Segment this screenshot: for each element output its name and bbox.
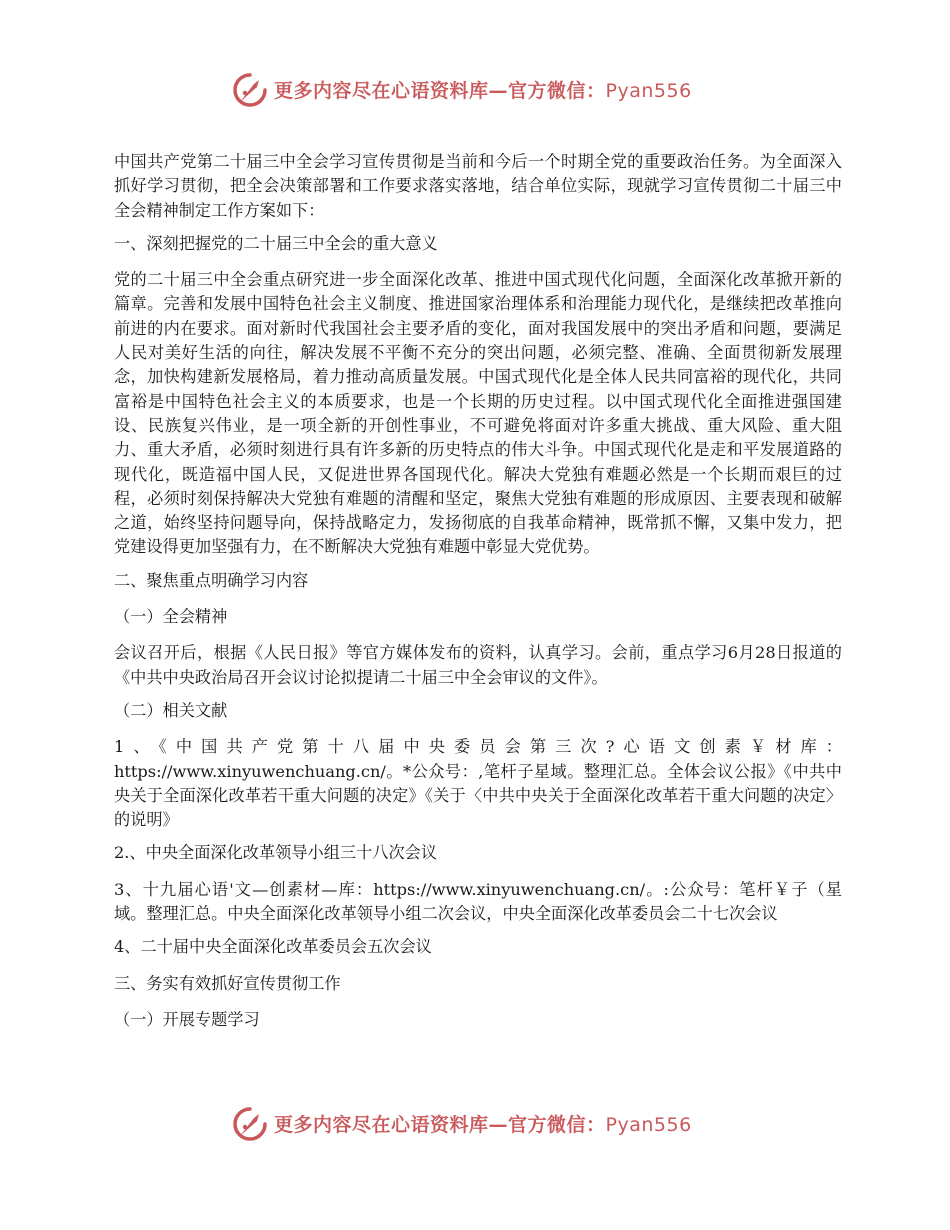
intro-paragraph: 中国共产党第二十届三中全会学习宣传贯彻是当前和今后一个时期全党的重要政治任务。为全面深入抓好学习贯彻，把全会决策部署和工作要求落实落地，结合单位实际，现就学习宣传贯彻二十届三中全会精神制定工作方案如下： [114, 152, 842, 220]
watermark-footer [0, 1104, 950, 1144]
document-item-4: 4、二十届中央全面深化改革委员会五次会议 [114, 937, 432, 957]
document-item-3: 3、十九届心语'文—创素材—库：https://www.xinyuwenchuang.cn/。:公众号：笔杆￥子（星域。整理汇总。中央全面深化改革领导小组二次会议，中央全面深化改革委员会二十七次会议 [114, 879, 842, 924]
document-body [114, 150, 842, 1041]
watermark-wechat-id: Pyan556 [605, 80, 692, 102]
section-heading-1: 一、深刻把握党的二十届三中全会的重大意义 [114, 233, 438, 253]
significance-paragraph: 党的二十届三中全会重点研究进一步全面深化改革、推进中国式现代化问题，全面深化改革掀开新的篇章。完善和发展中国特色社会主义制度、推进国家治理体系和治理能力现代化，是继续把改革推向前进的内在要求。面对新时代我国社会主要矛盾的变化，面对我国发展中的突出矛盾和问题，要满足人民对美好生活的向往，解决发展不平衡不充分的突出问题，必须完整、准确、全面贯彻新发展理念，加快构建新发展格局，着力推动高质量发展。中国式现代化是全体人民共同富裕的现代化，共同富裕是中国特色社会主义的本质要求，也是一个长期的历史过程。以中国式现代化全面推进强国建设、民族复兴伟业，是一项全新的开创性事业，不可避免将面对许多重大挑战、重大风险、重大阻力、重大矛盾，必须时刻进行具有许多新的历史特点的伟大斗争。中国式现代化是走和平发展道路的现代化，既造福中国人民，又促进世界各国现代化。解决大党独有难题必然是一个长期而艰巨的过程，必须时刻保持解决大党独有难题的清醒和坚定，聚焦大党独有难题的形成原因、主要表现和破解之道，始终坚持问题导向，保持战略定力，发扬彻底的自我革命精神，既常抓不懈，又集中发力，把党建设得更加坚强有力，在不断解决大党独有难题中彰显大党优势。 [114, 270, 842, 557]
subheading-related-documents: （二）相关文献 [114, 700, 228, 720]
section-heading-2: 二、聚焦重点明确学习内容 [114, 570, 309, 590]
watermark-text: 更多内容尽在心语资料库—官方微信： [274, 1114, 606, 1136]
plenary-study-paragraph: 会议召开后，根据《人民日报》等官方媒体发布的资料，认真学习。会前，重点学习6月28日报道的《中共中央政治局召开会议讨论拟提请二十届三中全会审议的文件》。 [114, 643, 842, 687]
section-heading-3: 三、务实有效抓好宣传贯彻工作 [114, 973, 341, 993]
watermark-wechat-id: Pyan556 [605, 1114, 692, 1136]
watermark-text: 更多内容尽在心语资料库—官方微信： [274, 80, 606, 102]
pen-logo-icon [232, 1106, 268, 1142]
pen-logo-icon [232, 72, 268, 108]
subheading-special-study: （一）开展专题学习 [114, 1009, 260, 1029]
watermark-header [0, 70, 950, 110]
document-item-1: 1、《中国共产党第十八届中央委员会第三次?心语文创素￥材库：https://www.xinyuwenchuang.cn/。*公众号：,笔杆子星域。整理汇总。全体会议公报》《中共中央关于全面深化改革若干重大问题的决定》《关于〈中共中央关于全面深化改革若干重大问题的决定〉的说明》 [114, 737, 842, 830]
subheading-plenary-spirit: （一）全会精神 [114, 607, 228, 627]
document-item-2: 2.、中央全面深化改革领导小组三十八次会议 [114, 843, 438, 863]
